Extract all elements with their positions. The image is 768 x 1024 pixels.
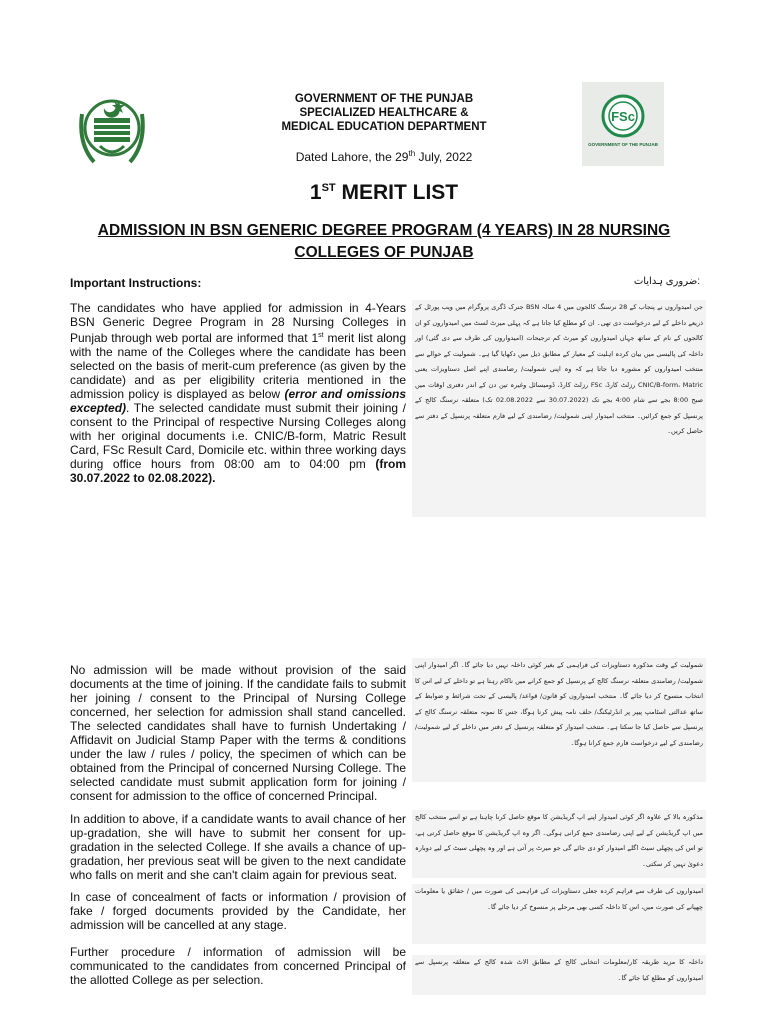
p1-sup: st — [318, 332, 324, 339]
merit-rest: MERIT LIST — [335, 181, 459, 204]
dated-prefix: Dated Lahore, the 29 — [295, 150, 409, 164]
dated-line — [200, 149, 568, 164]
dated-suffix: July, 2022 — [415, 150, 473, 164]
header-line-3: MEDICAL EDUCATION DEPARTMENT — [281, 121, 487, 133]
merit-number: 1 — [309, 181, 322, 204]
urdu-paragraph-1: جن امیدواروں نے پنجاب کے 28 نرسنگ کالجوں میں 4 سالہ BSN جنرک ڈگری پروگرام میں ویب پورٹل کے ذریعے داخلے کے لیے درخواست دی تھی۔ ان کو مطلع کیا جاتا ہے کہ پہلی میرٹ لسٹ میں امیدواروں کو ان کالجوں کے نام کے ساتھ جہاں امیدواروں کو میرٹ کم ترجیحات (امیدواروں کی طرف سے دی گئی) اور داخلہ کی پالیسی میں بیان کردہ اہلیت کے معیار کے مطابق ذیل میں دکھایا گیا ہے۔ شمولیت کے حوالے سے منتخب امیدواروں کو مشورہ دیا جاتا ہے کہ وہ اپنی شمولیت/ رضامندی اپنے اصل دستاویزات یعنی CNIC/B-form، Matric رزلٹ کارڈ، FSc رزلٹ کارڈ، ڈومیسائل وغیرہ تین دن کے اندر دفتری اوقات میں صبح 8:00 بجے سے شام 4:00 بجے تک (30.07.2022 سے 02.08.2022 تک) متعلقہ نرسنگ کالج کے پرنسپل کو جمع کرائیں۔ منتخب امیدوار اپنی شمولیت/ رضامندی کے لیے فارم متعلقہ پرنسپل کے دفتر سے حاصل کریں۔ — [412, 300, 706, 517]
english-paragraph-2: No admission will be made without provision of the said documents at the time of joining. If the candidate fails to submit her joining / consent to the Principal of Nursing College concerned, her selection for admission shall stand cancelled. The selected candidates shall have to furnish Undertaking / Affidavit on Judicial Stamp Paper with the terms & conditions under the law / rules / policy, the specimen of which can be obtained from the Principal of concerned Nursing College. The selected candidate must submit application form for joining / consent for admission to the office of concerned Principal. — [70, 663, 406, 803]
p1-part-b: merit list along with the name of the Colleges where the candidate has been selected on the basis of merit-cum preference (as given by the candidate) and as per eligibility criteria mentioned in the admission policy is displayed as below — [70, 331, 406, 401]
punjab-government-logo — [74, 84, 150, 172]
department-logo — [582, 82, 664, 166]
svg-text:FSc: FSc — [611, 109, 635, 124]
urdu-paragraph-3: مذکورہ بالا کے علاوہ اگر کوئی امیدوار اپنے اپ گریڈیشن کا موقع حاصل کرنا چاہتا ہے تو اسے منتخب کالج میں اپ گریڈیشن کے لیے اپنی رضامندی جمع کرانی ہوگی۔ اگر وہ اپ گریڈیشن کا موقع حاصل کرتی ہے، تو اس کی پچھلی سیٹ اگلے امیدوار کو دی جائے گی جو میرٹ پر آتی ہے اور وہ پچھلی سیٹ کے لیے دوبارہ دعویٰ نہیں کر سکتی۔ — [412, 810, 706, 878]
header-line-1: GOVERNMENT OF THE PUNJAB — [294, 93, 474, 105]
department-header — [200, 92, 568, 134]
instructions-heading: Important Instructions: — [70, 276, 202, 290]
urdu-paragraph-4: امیدواروں کی طرف سے فراہم کردہ جعلی دستاویزات کی فراہمی کی صورت میں / حقائق یا معلومات چھپانے کی صورت میں، اس کا داخلہ کسی بھی مرحلے پر منسوخ کر دیا جائے گا۔ — [412, 884, 706, 944]
english-paragraph-4: In case of concealment of facts or information / provision of fake / forged documents provided by the Candidate, her admission will be cancelled at any stage. — [70, 890, 406, 932]
p1-part-a: The candidates who have applied for admission in 4-Years BSN Generic Degree Program in 28 Nursing Colleges in Punjab through web portal are informed that 1 — [70, 301, 406, 345]
urdu-instructions-heading: ضروری ہدایات: — [633, 276, 700, 287]
merit-sup: ST — [321, 182, 336, 194]
english-paragraph-3: In addition to above, if a candidate wants to avail chance of her up-gradation, she will have to submit her consent for up-gradation in the selected College. If she avails a chance of up-gradation, her previous seat will be given to the next candidate who falls on merit and she can't claim again for previous seat. — [70, 812, 406, 882]
english-paragraph-1 — [70, 301, 406, 485]
p1-emphasis: (error and omissions excepted) — [70, 387, 406, 415]
english-paragraph-5: Further procedure / information of admission will be communicated to the candidates from concerned Principal of the allotted College as per selection. — [70, 945, 406, 987]
p1-dates: (from 30.07.2022 to 02.08.2022). — [70, 457, 406, 485]
department-logo-text: GOVERNMENT OF THE PUNJAB — [588, 142, 658, 147]
admission-subtitle: ADMISSION IN BSN GENERIC DEGREE PROGRAM (4 YEARS) IN 28 NURSING COLLEGES OF PUNJAB — [97, 222, 671, 261]
urdu-paragraph-2: شمولیت کے وقت مذکورہ دستاویزات کی فراہمی کے بغیر کوئی داخلہ نہیں دیا جائے گا۔ اگر امیدوار اپنی شمولیت/ رضامندی متعلقہ نرسنگ کالج کے پرنسپل کو جمع کرانے میں ناکام رہتا ہے تو داخلے کے لیے اس کا انتخاب منسوخ کر دیا جائے گا۔ منتخب امیدواروں کو قانون/ قواعد/ پالیسی کے تحت شرائط و ضوابط کے ساتھ عدالتی اسٹامپ پیپر پر انڈرٹیکنگ/ حلف نامہ پیش کرنا ہوگا، جس کا نمونہ متعلقہ نرسنگ کالج کے پرنسپل سے حاصل کیا جا سکتا ہے۔ منتخب امیدوار کو متعلقہ پرنسپل کے دفتر میں داخلے کے لیے شمولیت/ رضامندی کے لیے درخواست فارم جمع کرانا ہوگا۔ — [412, 658, 706, 782]
p1-part-c: . The selected candidate must submit their joining / consent to the Principal of respective Nursing Colleges along with her original documents i.e. CNIC/B-form, Matric Result Card, FSc Result Card, Domicile etc. within three working days during office hours from 08:00 am to 04:00 pm — [70, 401, 406, 471]
urdu-paragraph-5: داخلہ کا مزید طریقہ کار/معلومات انتخابی کالج کے مطابق الاٹ شدہ کالج کے متعلقہ پرنسپل سے امیدواروں کو مطلع کیا جائے گا۔ — [412, 955, 706, 995]
header-line-2: SPECIALIZED HEALTHCARE & — [299, 107, 469, 119]
merit-list-title — [200, 181, 568, 205]
dated-sup: th — [408, 149, 416, 158]
